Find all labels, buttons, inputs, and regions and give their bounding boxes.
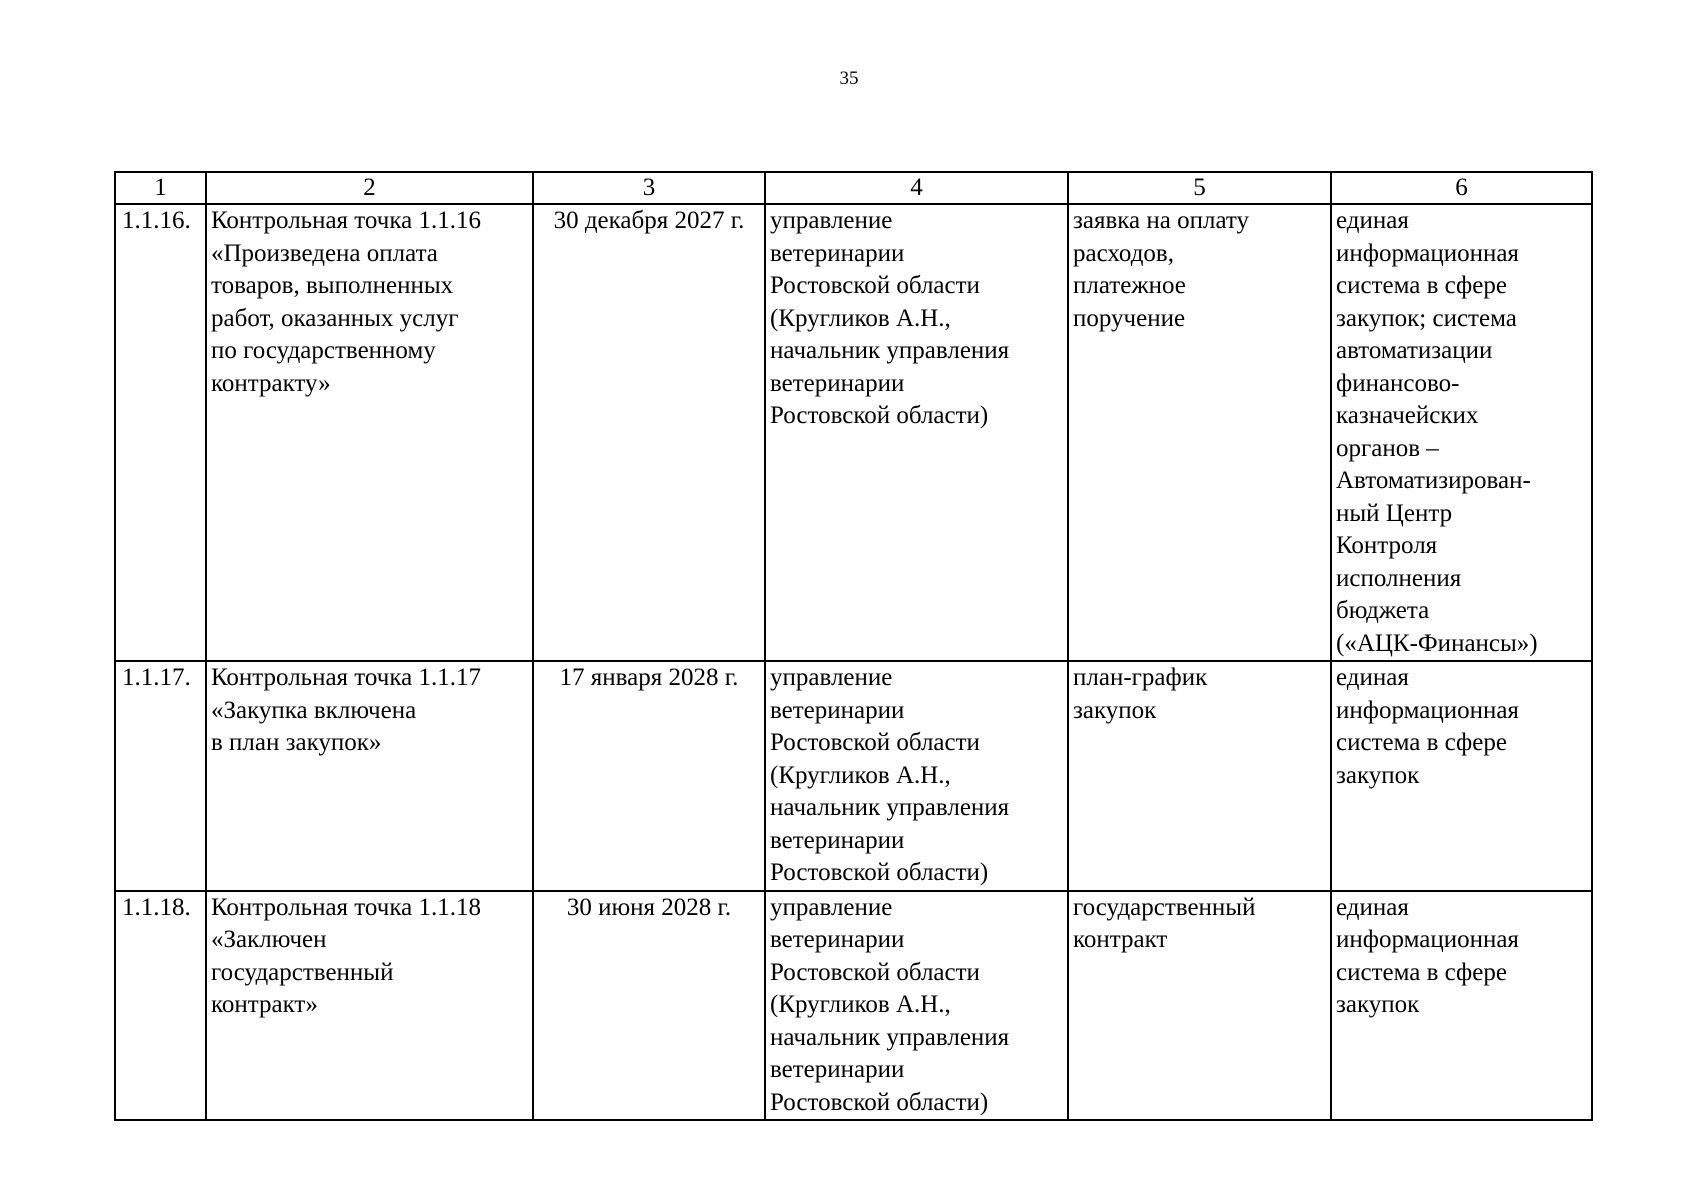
header-cell-col4: 4 <box>765 172 1068 204</box>
document-cell: заявка на оплату расходов, платежное поручение <box>1068 204 1331 661</box>
information-system-cell: единая информационная система в сфере закупок; система автоматизации финансово- казначейских органов – Автоматизирован- ный Центр Контроля исполнения бюджета («АЦК-Финансы») <box>1331 204 1592 661</box>
document-cell: план-график закупок <box>1068 661 1331 891</box>
control-point-name-cell: Контрольная точка 1.1.18 «Заключен государственный контракт» <box>206 891 533 1121</box>
row-number-cell: 1.1.17. <box>115 661 206 891</box>
responsible-cell: управление ветеринарии Ростовской области (Кругликов А.Н., начальник управления ветеринарии Ростовской области) <box>765 891 1068 1121</box>
table-row <box>115 891 1592 1121</box>
deadline-cell: 30 июня 2028 г. <box>533 891 765 1121</box>
row-number-cell: 1.1.16. <box>115 204 206 661</box>
information-system-cell: единая информационная система в сфере закупок <box>1331 661 1592 891</box>
header-cell-col1: 1 <box>115 172 206 204</box>
information-system-cell: единая информационная система в сфере закупок <box>1331 891 1592 1121</box>
table-row <box>115 661 1592 891</box>
responsible-cell: управление ветеринарии Ростовской области (Кругликов А.Н., начальник управления ветеринарии Ростовской области) <box>765 204 1068 661</box>
document-cell: государственный контракт <box>1068 891 1331 1121</box>
table-header-row <box>115 172 1592 204</box>
control-point-name-cell: Контрольная точка 1.1.17 «Закупка включена в план закупок» <box>206 661 533 891</box>
deadline-cell: 17 января 2028 г. <box>533 661 765 891</box>
row-number-cell: 1.1.18. <box>115 891 206 1121</box>
control-points-table <box>114 171 1593 1121</box>
control-point-name-cell: Контрольная точка 1.1.16 «Произведена оплата товаров, выполненных работ, оказанных услуг по государственному контракту» <box>206 204 533 661</box>
header-cell-col5: 5 <box>1068 172 1331 204</box>
page-number: 35 <box>839 68 859 89</box>
header-cell-col6: 6 <box>1331 172 1592 204</box>
header-cell-col3: 3 <box>533 172 765 204</box>
header-cell-col2: 2 <box>206 172 533 204</box>
responsible-cell: управление ветеринарии Ростовской области (Кругликов А.Н., начальник управления ветеринарии Ростовской области) <box>765 661 1068 891</box>
table-row <box>115 204 1592 661</box>
deadline-cell: 30 декабря 2027 г. <box>533 204 765 661</box>
